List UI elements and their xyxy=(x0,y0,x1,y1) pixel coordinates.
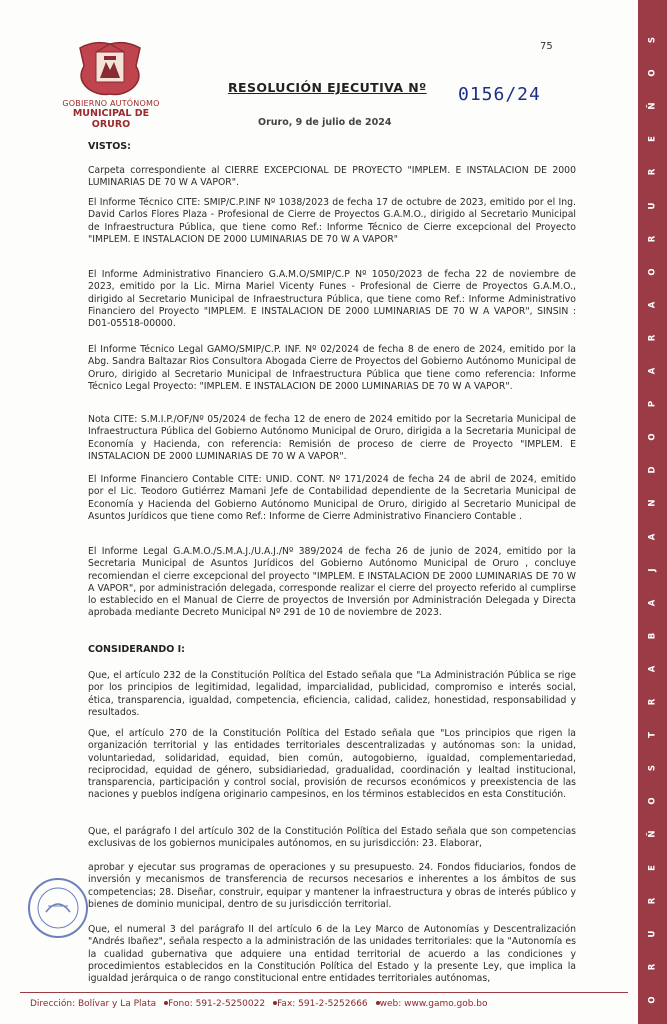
side-band-letter: U xyxy=(647,930,658,938)
side-band-letter: A xyxy=(647,367,658,375)
side-band-letter: O xyxy=(647,268,658,276)
side-band-letter: A xyxy=(647,665,658,673)
footer-address: Dirección: Bolívar y La Plata xyxy=(30,999,157,1009)
side-band-letter: A xyxy=(647,599,658,607)
side-band-letter: P xyxy=(647,401,658,408)
section-heading-vistos: VISTOS: xyxy=(88,141,131,152)
vistos-paragraph-5: Nota CITE: S.M.I.P./OF/Nº 05/2024 de fecha 12 de enero de 2024 emitido por la Secretaria Municipal de Infraestructura Pública del Gobierno Autónomo Municipal de Oruro, dirigida a la Secretaria Municipal de Economía y Hacienda, con referencia: Remisión de proceso de cierre de Proyecto "IMPLEM. E INSTALACION DE 2000 LUMINARIAS DE 70 W A VAPOR". xyxy=(88,414,576,462)
side-band-letter: O xyxy=(647,996,658,1004)
side-band-letter: A xyxy=(647,533,658,540)
side-band-letter: A xyxy=(647,301,658,309)
side-band-letter: E xyxy=(647,136,658,143)
side-band-letter: Ñ xyxy=(647,830,658,839)
side-band-letter: T xyxy=(647,732,658,739)
side-band-letter: J xyxy=(647,568,658,572)
side-band-letter: S xyxy=(647,36,658,44)
footer-fax: Fax: 591-2-5252666 xyxy=(277,999,368,1009)
side-band-letter: O xyxy=(647,69,658,77)
side-band-letter: R xyxy=(647,169,658,176)
vistos-paragraph-4: El Informe Técnico Legal GAMO/SMIP/C.P. INF. Nº 02/2024 de fecha 8 de enero de 2024, emitido por la Abg. Sandra Baltazar Rios Consultora Abogada Cierre de Proyectos del Gobierno Autónomo Municipal de Oruro, dirigido al Secretario Municipal de Infraestructura Pública que tiene como referencia: Informe Técnico Legal Proyecto: "IMPLEM. E INSTALACION DE 2000 LUMINARIAS DE 70 W A VAPOR". xyxy=(88,344,576,392)
vistos-paragraph-2: El Informe Técnico CITE: SMIP/C.P.INF Nº 1038/2023 de fecha 17 de octubre de 2023, emitido por el Ing. David Carlos Flores Plaza - Profesional de Cierre de Proyectos G.A.M.O., dirigido al Secretario Municipal de Infraestructura Pública, que tiene como Ref.: Informe Técnico de Cierre excepcional del Proyecto "IMPLEM. E INSTALACION DE 2000 LUMINARIAS DE 70 W A VAPOR" xyxy=(88,197,576,245)
page-number: 75 xyxy=(540,41,553,52)
footer-phone: Fono: 591-2-5250022 xyxy=(168,999,266,1009)
considerando-paragraph-3a: Que, el parágrafo I del artículo 302 de la Constitución Política del Estado señala que son competencias exclusivas de los gobiernos municipales autónomos, en su jurisdicción: 23. Elaborar, xyxy=(88,826,576,850)
considerando-paragraph-1: Que, el artículo 232 de la Constitución Política del Estado señala que "La Administración Pública se rige por los principios de legitimidad, legalidad, imparcialidad, publicidad, compromiso e interés social, ética, transparencia, igualdad, competencia, eficiencia, calidad, calidez, honestidad, responsabilidad y resultados. xyxy=(88,670,576,718)
municipal-coat-of-arms-logo xyxy=(74,36,146,98)
considerando-paragraph-2: Que, el artículo 270 de la Constitución Política del Estado señala que "Los principios que rigen la organización territorial y las entidades territoriales descentralizadas y autónomas son: la unidad, voluntariedad, solidaridad, equidad, bien común, autogobierno, igualdad, complementariedad, reciprocidad, equidad de género, subsidiariedad, gradualidad, coordinación y lealtad institucional, transparencia, participación y control social, provisión de recursos económicos y preexistencia de las naciones y pueblos indígena originario campesinos, en los términos establecidos en esta Constitución. xyxy=(88,728,576,801)
logo-caption-municipality: MUNICIPAL DE ORURO xyxy=(72,108,150,130)
side-band-letter: B xyxy=(647,632,658,640)
footer-contact xyxy=(30,999,630,1009)
side-band-letter: D xyxy=(647,466,658,474)
side-band-letter: R xyxy=(647,897,658,904)
vistos-paragraph-6: El Informe Financiero Contable CITE: UNID. CONT. Nº 171/2024 de fecha 24 de abril de 2024, emitido por el Lic. Teodoro Gutiérrez Mamani Jefe de Contabilidad dependiente de la Secretaria Municipal de Economía y Hacienda del Gobierno Autónomo Municipal de Oruro, dirigido al Secretario Municipal de Asuntos Jurídicos que tiene como Ref.: Informe de Cierre Administrativo Financiero Contable . xyxy=(88,474,576,522)
footer-website: web: www.gamo.gob.bo xyxy=(379,999,488,1009)
side-band-letter: O xyxy=(647,797,658,805)
resolution-number-stamp: 0156/24 xyxy=(458,84,541,105)
side-band-letter: O xyxy=(647,433,658,441)
side-band-letter: Ñ xyxy=(647,102,658,110)
vistos-paragraph-1: Carpeta correspondiente al CIERRE EXCEPCIONAL DE PROYECTO "IMPLEM. E INSTALACION DE 2000 LUMINARIAS DE 70 W A VAPOR". xyxy=(88,165,576,189)
side-slogan-band xyxy=(638,0,667,1024)
side-band-letter: R xyxy=(647,698,658,706)
side-band-letter: S xyxy=(647,765,658,772)
footer-divider xyxy=(20,992,628,993)
section-heading-considerando: CONSIDERANDO I: xyxy=(88,644,185,655)
vistos-paragraph-7: El Informe Legal G.A.M.O./S.M.A.J./U.A.J./Nº 389/2024 de fecha 26 de junio de 2024, emitido por la Secretaria Municipal de Asuntos Jurídicos del Gobierno Autónomo Municipal de Oruro , concluye recomiendan el cierre excepcional del proyecto "IMPLEM. E INSTALACION DE 2000 LUMINARIAS DE 70 W A VAPOR", por administración delegada, corresponde realizar el cierre del proyecto referido al cumplirse lo establecido en el Manual de Cierre de proyectos de Inversión por Administración Delegada y Directa aprobada mediante Decreto Municipal Nº 291 de 10 de noviembre de 2023. xyxy=(88,546,576,619)
official-seal-stamp xyxy=(26,876,90,940)
vistos-paragraph-3: El Informe Administrativo Financiero G.A.M.O/SMIP/C.P Nº 1050/2023 de fecha 22 de noviembre de 2023, emitido por la Lic. Mirna Mariel Vicenty Funes - Profesional de Cierre de Proyectos G.A.M.O., dirigido al Secretario Municipal de Infraestructura Pública, que tiene como Ref.: Informe Administrativo Financiero del Proyecto "IMPLEM. E INSTALACION DE 2000 LUMINARIAS DE 70 W A VAPOR", SINSIN : D01-05518-00000. xyxy=(88,269,576,330)
side-band-letter: N xyxy=(647,499,658,507)
side-band-letter: R xyxy=(647,334,658,342)
side-band-letter: U xyxy=(647,202,658,209)
side-band-letter: R xyxy=(647,235,658,242)
considerando-paragraph-3b: aprobar y ejecutar sus programas de operaciones y su presupuesto. 24. Fondos fiduciarios, fondos de inversión y mecanismos de transferencia de recursos necesarios e inherentes a los ámbitos de sus competencias; 28. Diseñar, construir, equipar y mantener la infraestructura y obras de interés público y bienes de dominio municipal, dentro de su jurisdicción territorial. xyxy=(88,862,576,910)
resolution-date: Oruro, 9 de julio de 2024 xyxy=(258,117,392,128)
side-band-letter: R xyxy=(647,963,658,971)
logo-caption-government: GOBIERNO AUTÓNOMO xyxy=(62,99,160,108)
resolution-title: RESOLUCIÓN EJECUTIVA Nº xyxy=(228,80,427,95)
considerando-paragraph-4: Que, el numeral 3 del parágrafo II del artículo 6 de la Ley Marco de Autonomías y Descentralización "Andrés Ibañez", señala respecto a la administración de las unidades territoriales: que la "Autonomía es la cualidad gubernativa que adquiere una entidad territorial de acuerdo a las condiciones y procedimientos establecidos en la Constitución Política del Estado y la presente Ley, que implica la igualdad jerárquica o de rango constitucional entre entidades territoriales autónomas, xyxy=(88,924,576,985)
side-band-letter: E xyxy=(647,864,658,871)
